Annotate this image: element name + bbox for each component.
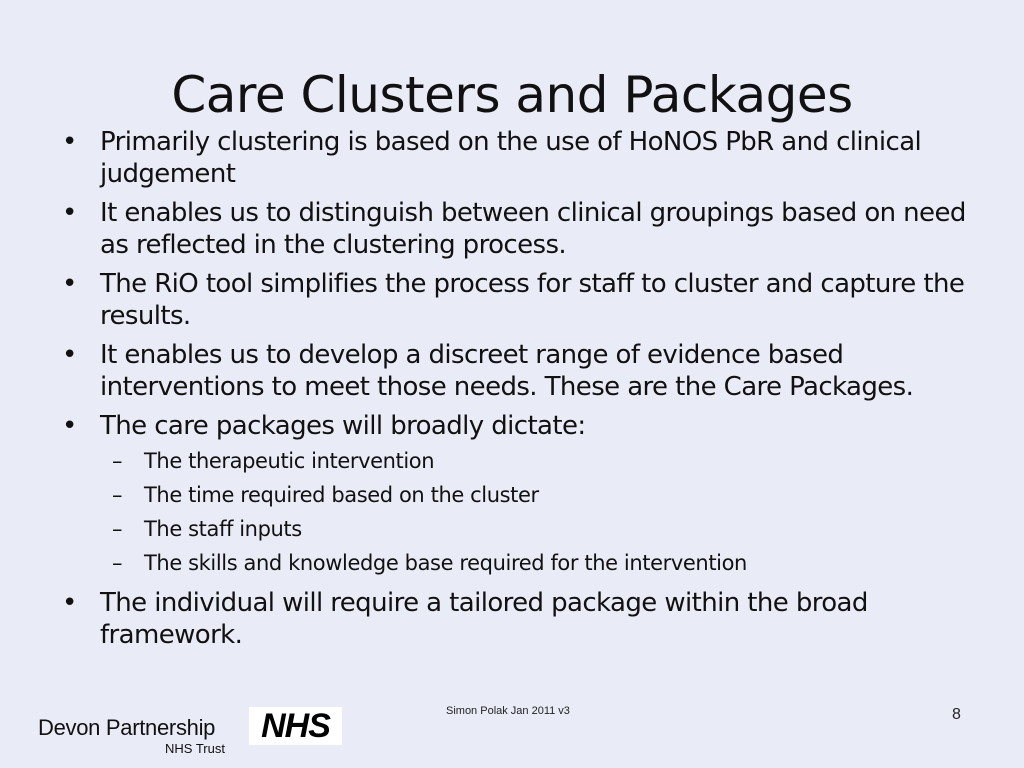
bullet-icon: • xyxy=(62,411,77,441)
sub-bullet-item xyxy=(56,515,976,543)
bullet-icon: • xyxy=(62,198,77,228)
dash-icon: – xyxy=(112,449,123,473)
nhs-logo-text: NHS xyxy=(261,706,330,745)
sub-bullet-item xyxy=(56,447,976,475)
dash-icon: – xyxy=(112,551,123,575)
bullet-text: It enables us to develop a discreet range of evidence based interventions to meet those needs. These are the Care Packages. xyxy=(100,340,914,402)
bullet-text: The care packages will broadly dictate: xyxy=(100,411,586,441)
bullet-text: The RiO tool simplifies the process for staff to cluster and capture the results. xyxy=(100,269,965,331)
sub-bullet-text: The staff inputs xyxy=(144,517,302,541)
bullet-item xyxy=(56,126,976,190)
bullet-item xyxy=(56,339,976,403)
sub-bullet-text: The skills and knowledge base required for the intervention xyxy=(144,551,747,575)
sub-bullet-item xyxy=(56,481,976,509)
sub-bullet-list xyxy=(56,447,976,577)
sub-bullet-item xyxy=(56,549,976,577)
bullet-icon: • xyxy=(62,340,77,370)
bullet-text: Primarily clustering is based on the use of HoNOS PbR and clinical judgement xyxy=(100,127,922,189)
trust-label: NHS Trust xyxy=(165,741,225,756)
dash-icon: – xyxy=(112,517,123,541)
bullet-icon: • xyxy=(62,269,77,299)
bullet-item xyxy=(56,410,976,442)
organisation-name: Devon Partnership xyxy=(38,715,216,740)
bullet-text: The individual will require a tailored package within the broad framework. xyxy=(100,588,868,650)
slide-title: Care Clusters and Packages xyxy=(171,66,853,124)
bullet-list xyxy=(56,126,976,658)
page-number: 8 xyxy=(952,706,961,723)
sub-bullet-text: The time required based on the cluster xyxy=(144,483,539,507)
bullet-item xyxy=(56,197,976,261)
bullet-item xyxy=(56,268,976,332)
dash-icon: – xyxy=(112,483,123,507)
sub-bullet-text: The therapeutic intervention xyxy=(144,449,435,473)
bullet-text: It enables us to distinguish between clinical groupings based on need as reflected in the clustering process. xyxy=(100,198,966,260)
bullet-icon: • xyxy=(62,588,77,618)
nhs-logo xyxy=(249,707,342,745)
bullet-icon: • xyxy=(62,127,77,157)
bullet-item xyxy=(56,587,976,651)
footer-author: Simon Polak Jan 2011 v3 xyxy=(446,705,570,717)
